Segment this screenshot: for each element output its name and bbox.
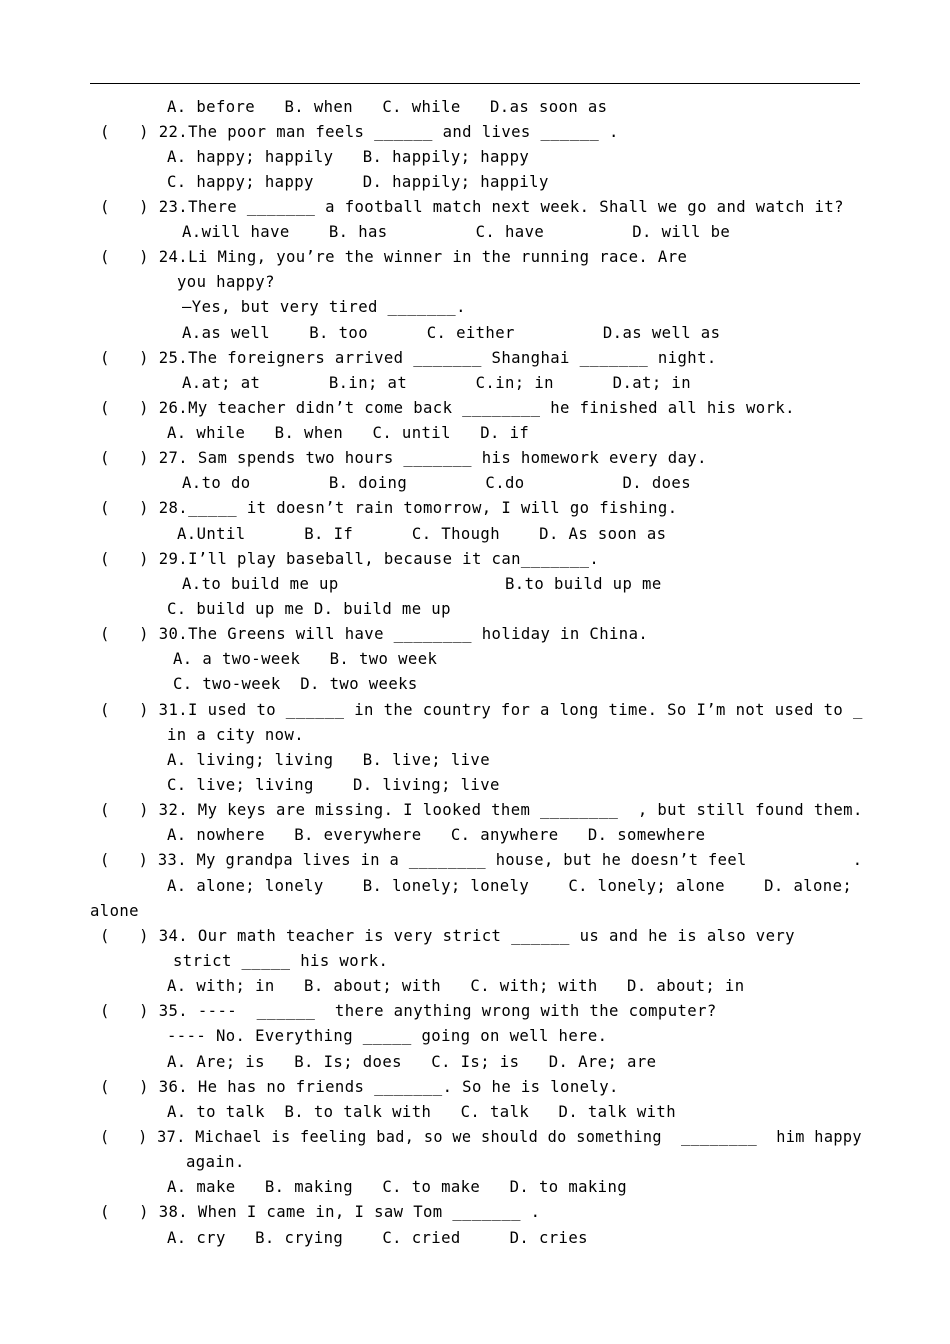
q30-options-cd: C. two-week D. two weeks (173, 675, 418, 693)
q33-options: A. alone; lonely B. lonely; lonely C. lonely; alone D. alone; (167, 877, 853, 895)
q24-stem: ( ) 24.Li Ming, you’re the winner in the running race. Are (100, 248, 688, 266)
q28-options: A.Until B. If C. Though D. As soon as (177, 525, 667, 543)
q21-options: A. before B. when C. while D.as soon as (167, 98, 608, 116)
q34-stem-cont: strict _____ his work. (173, 952, 389, 970)
q26-stem: ( ) 26.My teacher didn’t come back ________ he finished all his work. (100, 399, 795, 417)
q30-stem: ( ) 30.The Greens will have ________ holiday in China. (100, 625, 649, 643)
q29-options-ab: A.to build me up B.to build up me (182, 575, 662, 593)
q27-options: A.to do B. doing C.do D. does (182, 474, 691, 492)
q25-stem: ( ) 25.The foreigners arrived _______ Shanghai _______ night. (100, 349, 717, 367)
q37-stem-cont: again. (186, 1153, 245, 1171)
q35-stem: ( ) 35. ---- ______ there anything wrong with the computer? (100, 1002, 717, 1020)
q35-options: A. Are; is B. Is; does C. Is; is D. Are; are (167, 1053, 657, 1071)
q23-options: A.will have B. has C. have D. will be (182, 223, 731, 241)
q24-reply: —Yes, but very tired _______. (182, 298, 466, 316)
q28-stem: ( ) 28._____ it doesn’t rain tomorrow, I will go fishing. (100, 499, 678, 517)
q38-stem: ( ) 38. When I came in, I saw Tom _______ . (100, 1203, 541, 1221)
q32-options: A. nowhere B. everywhere C. anywhere D. somewhere (167, 826, 706, 844)
q29-options-cd: C. build up me D. build me up (167, 600, 451, 618)
q23-stem: ( ) 23.There _______ a football match next week. Shall we go and watch it? (100, 198, 844, 216)
q24-options: A.as well B. too C. either D.as well as (182, 324, 721, 342)
q34-options: A. with; in B. about; with C. with; with D. about; in (167, 977, 745, 995)
q34-stem: ( ) 34. Our math teacher is very strict ______ us and he is also very (100, 927, 795, 945)
q30-options-ab: A. a two-week B. two week (173, 650, 438, 668)
q37-stem: ( ) 37. Michael is feeling bad, so we should do something ________ him happy (100, 1128, 862, 1146)
q31-stem: ( ) 31.I used to ______ in the country for a long time. So I’m not used to _ (100, 701, 863, 719)
q22-options-ab: A. happy; happily B. happily; happy (167, 148, 530, 166)
q35-reply: ---- No. Everything _____ going on well here. (167, 1027, 608, 1045)
q22-options-cd: C. happy; happy D. happily; happily (167, 173, 549, 191)
q32-stem: ( ) 32. My keys are missing. I looked them ________ , but still found them. (100, 801, 863, 819)
header-rule (90, 83, 860, 84)
q33-stem: ( ) 33. My grandpa lives in a ________ house, but he doesn’t feel . (100, 851, 863, 869)
q31-stem-cont: in a city now. (167, 726, 305, 744)
q22-stem: ( ) 22.The poor man feels ______ and lives ______ . (100, 123, 619, 141)
q27-stem: ( ) 27. Sam spends two hours _______ his homework every day. (100, 449, 707, 467)
q29-stem: ( ) 29.I’ll play baseball, because it can_______. (100, 550, 600, 568)
q36-options: A. to talk B. to talk with C. talk D. talk with (167, 1103, 676, 1121)
q26-options: A. while B. when C. until D. if (167, 424, 530, 442)
q36-stem: ( ) 36. He has no friends _______. So he is lonely. (100, 1078, 619, 1096)
q31-options-cd: C. live; living D. living; live (167, 776, 500, 794)
q25-options: A.at; at B.in; at C.in; in D.at; in (182, 374, 691, 392)
q24-stem-cont: you happy? (177, 273, 275, 291)
q37-options: A. make B. making C. to make D. to making (167, 1178, 628, 1196)
q38-options: A. cry B. crying C. cried D. cries (167, 1229, 588, 1247)
q31-options-ab: A. living; living B. live; live (167, 751, 491, 769)
q33-options-wrap: alone (90, 902, 139, 920)
